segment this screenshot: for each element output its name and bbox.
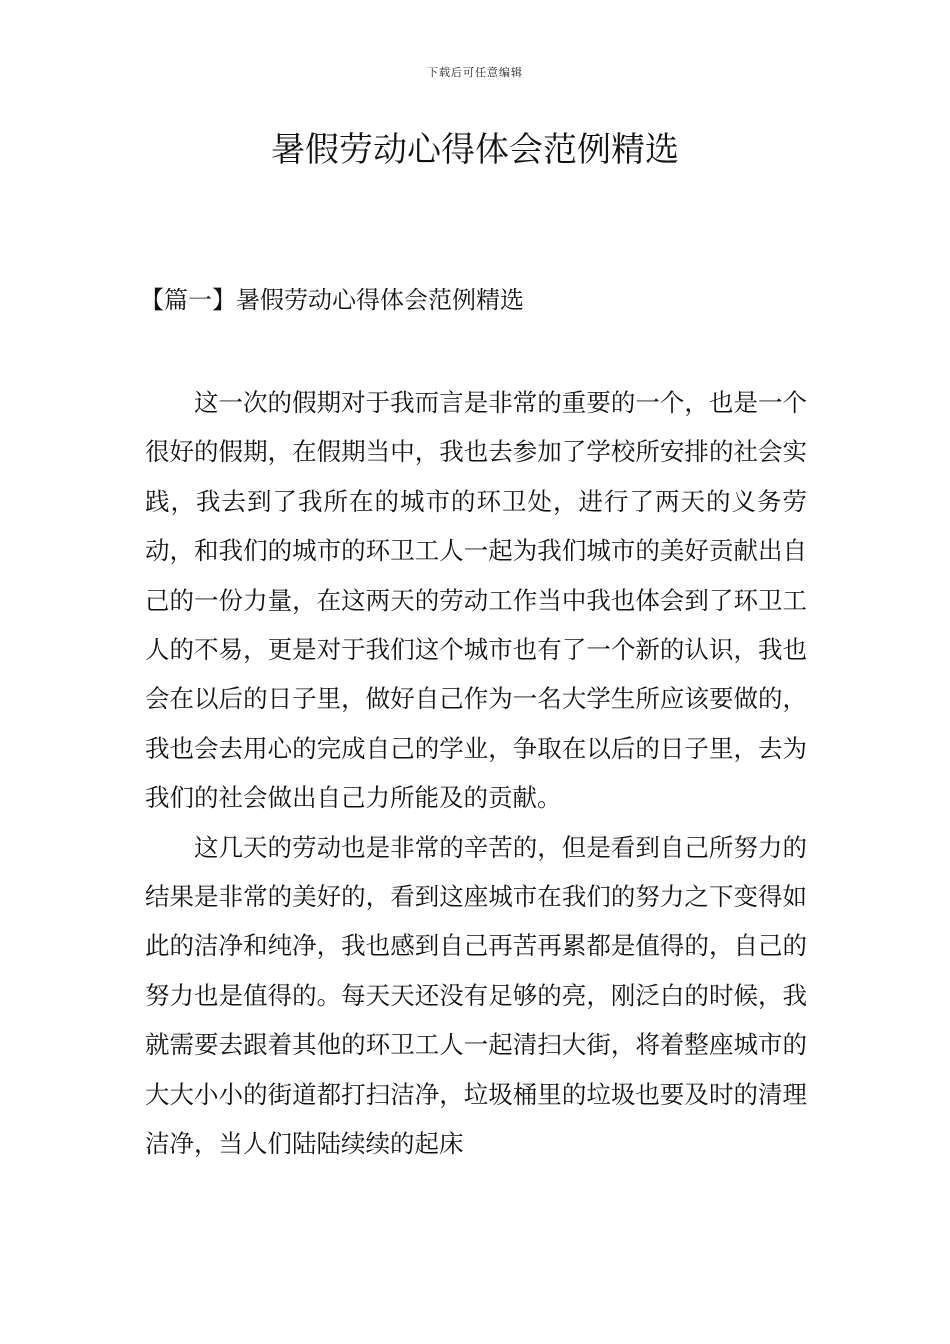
- section-heading: 【篇一】暑假劳动心得体会范例精选: [140, 286, 524, 314]
- document-title: 暑假劳动心得体会范例精选: [271, 130, 679, 170]
- document-body: [145, 378, 807, 1169]
- paragraph-2: 这几天的劳动也是非常的辛苦的，但是看到自己所努力的结果是非常的美好的，看到这座城市在我们的努力之下变得如此的洁净和纯净，我也感到自己再苦再累都是值得的，自己的努力也是值得的。每天天还没有足够的亮，刚泛白的时候，我就需要去跟着其他的环卫工人一起清扫大街，将着整座城市的大大小小的街道都打扫洁净，垃圾桶里的垃圾也要及时的清理洁净，当人们陆陆续续的起床: [145, 832, 807, 1159]
- header-note: 下载后可任意编辑: [427, 66, 523, 79]
- paragraph-1: 这一次的假期对于我而言是非常的重要的一个，也是一个很好的假期，在假期当中，我也去参加了学校所安排的社会实践，我去到了我所在的城市的环卫处，进行了两天的义务劳动，和我们的城市的环卫工人一起为我们城市的美好贡献出自己的一份力量，在这两天的劳动工作当中我也体会到了环卫工人的不易，更是对于我们这个城市也有了一个新的认识，我也会在以后的日子里，做好自己作为一名大学生所应该要做的，我也会去用心的完成自己的学业，争取在以后的日子里，去为我们的社会做出自己力所能及的贡献。: [145, 388, 807, 813]
